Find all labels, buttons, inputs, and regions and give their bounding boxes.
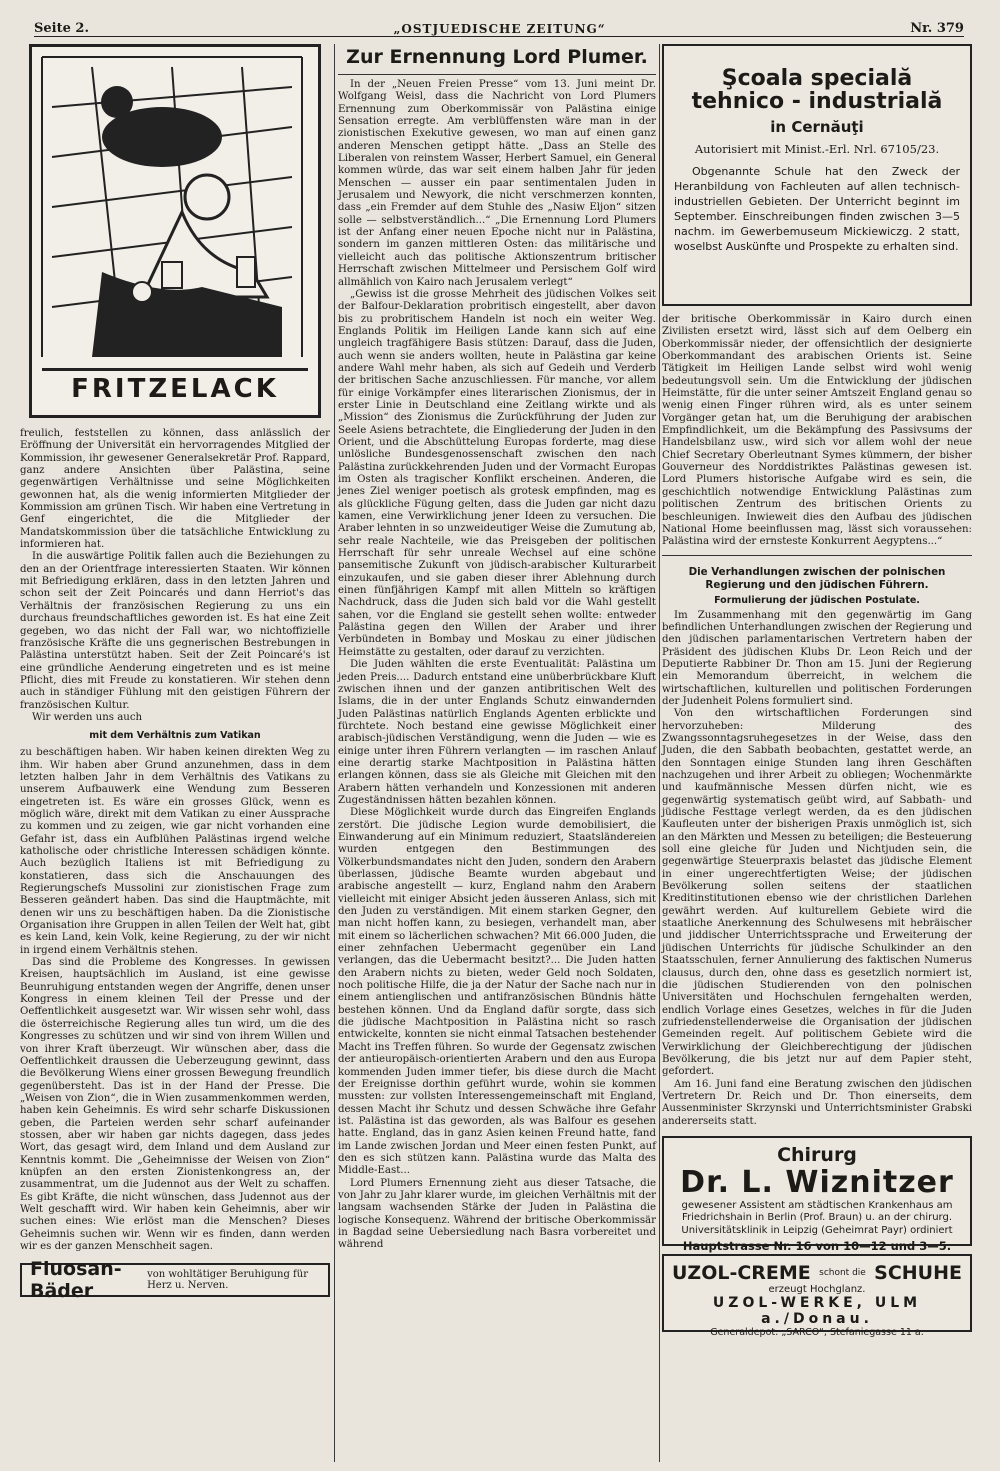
subheading: mit dem Verhältnis zum Vatikan bbox=[89, 730, 261, 742]
school-text: Obgenannte Schule hat den Zweck der Heranbildung von Fachleuten auf allen technisch-industriellen Gebieten. Der Unterricht beginnt im September. Einschreibungen finden zwischen 3—5 nachm. im Gewerbemuseum Mickiewiczg. 2 statt, woselbst Auskünfte und Prospekte zu erhalten sind. bbox=[674, 165, 960, 253]
section-title: Die Verhandlungen zwischen der polnischen Regierung und den jüdischen Führern. bbox=[688, 565, 946, 591]
article-title: Zur Ernennung Lord Plumer. bbox=[346, 46, 648, 68]
school-authorization: Autorisiert mit Minist.-Erl. Nrl. 67105/23. bbox=[694, 142, 940, 156]
surgeon-text: gewesener Assistent am städtischen Krankenhaus am Friedrichshain in Berlin (Prof. Braun) u. an der chirurg. Universitätsklinik in Leipzig (Geheimrat Payr) ordiniert bbox=[681, 1199, 953, 1236]
surgeon-hours: Hauptstrasse Nr. 16 von 10—12 und 3—5. bbox=[682, 1239, 952, 1254]
paragraph: Lord Plumers Ernennung zieht aus dieser Tatsache, die von Jahr zu Jahr klarer wurde, im gleichen Verhältnis mit der langsam wachsenden Stärke der Juden in Palästina die logische Konsequenz. Während der britische Oberkommissär in Bagdad seine Uebersiedlung nach Basra vorbereitet und während bbox=[338, 1177, 656, 1251]
paragraph: zu beschäftigen haben. Wir haben keinen direkten Weg zu ihm. Wir haben aber Grund anzunehmen, dass in dem letzten halben Jahr in dem Verhältnis des Vatikans zu unserem Aufbauwerk eine Wendung zum Besseren eingetreten ist. Es wäre ein grosses Glück, wenn es möglich wäre, direkt mit dem Vatikan zu einer Aussprache zu kommen und zu zeigen, wie gar nicht vorhanden eine Gefahr ist, dass ein Aufblühen Palästinas irgend welche katholische oder christliche Interessen schädigen könnte. Auch bezüglich Italiens ist mit Befriedigung zu konstatieren, dass sich die Anschauungen des Regierungschefs Mussolini zur zionistischen Frage zum Besseren geändert haben. Das sind die Hauptmächte, mit denen wir uns zu beschäftigen haben. Da die Zionistische Organisation ihre Gruppen in allen Teilen der Welt hat, gibt es kein Land, kein Volk, keine Regierung, zu der wir nicht in irgend einem Verhältnis stehen. bbox=[20, 747, 330, 956]
page-header bbox=[34, 10, 964, 37]
paragraph: Die Juden wählten die erste Eventualität: Palästina um jeden Preis.... Dadurch entstand eine unüberbrückbare Kluft zwischen ihnen und der ganzen antibritischen Welt des Islams, die in der unter Englands Schutz einwandernden Juden Palästinas natürlich Englands Agenten erblickte und fürchtete. Noch bestand eine gewisse Möglichkeit einer arabisch-jüdischen Verständigung, wenn die Juden — wie es einige unter ihren Führern verlangten — im raschen Anlauf eine derartig starke Machtposition in Palästina hätten erlangen können, dass sie als Gleiche mit Gleichen mit den Arabern hätten verhandeln und Konzessionen mit anderen Zugeständnissen hätten bezahlen können. bbox=[338, 659, 656, 806]
fritzelack-illustration bbox=[32, 47, 312, 365]
paragraph: Am 16. Juni fand eine Beratung zwischen den jüdischen Vertretern Dr. Reich und Dr. Thon einerseits, dem Aussenminister Skrzynski und Unterrichtsminister Grabski andererseits statt. bbox=[662, 1078, 972, 1127]
section-subtitle: Formulierung der jüdischen Postulate. bbox=[714, 594, 920, 606]
surgeon-ad bbox=[662, 1136, 972, 1254]
column-right bbox=[662, 44, 972, 1462]
page-number: Seite 2. bbox=[34, 21, 89, 36]
newspaper-name: „OSTJUEDISCHE ZEITUNG“ bbox=[393, 22, 606, 36]
uzol-depot: Generaldepot: „SARCO“, Stefaniegasse 11 a. bbox=[710, 1326, 924, 1338]
paragraph: In der „Neuen Freien Presse“ vom 13. Juni meint Dr. Wolfgang Weisl, dass die Nachricht von Lord Plumers Ernennung zum Oberkommissär von Palästina einige Sensation erregte. Am verblüffensten wäre man in der zionistischen Exekutive gewesen, wo man auf einen ganz anderen Menschen getippt hätte. „Dass an Stelle des Liberalen von reinstem Wasser, Herbert Samuel, ein General kommen würde, das war seit einem halben Jahr für jeden Menschen — ausser ein paar sentimentalen Juden in Jerusalem und Newyork, die nicht verschmerzen konnten, dass „ein Fremder auf dem Stuhle des „Nasiw Eljon“ sitzen solle — selbstverständlich...“ „Die Ernennung Lord Plumers ist der Anfang einer neuen Epoche nicht nur in Palästina, sondern im ganzen mittleren Osten: das militärische und vielleicht auch das politische Aktionszentrum britischer Herrschaft zwischen Mittelmeer und Persischem Golf wird allmählich von Kairo nach Jerusalem verlegt“ bbox=[338, 79, 656, 288]
title-rule bbox=[338, 74, 656, 75]
paragraph: freulich, feststellen zu können, dass anlässlich der Eröffnung der Universität ein hervorragendes Mitglied der Kommission, ihr gewesener Generalsekretär Prof. Rappard, ganz andere Ansichten über Palästina, seine gegenwärtigen Verhältnisse und seine Möglichkeiten gewonnen hat, als die wenig informierten Mitglieder der Kommission am grünen Tisch. Wir haben eine Vertretung in Genf eingerichtet, die die Mitglieder der Mandatskommission über die tatsächliche Entwicklung zu informieren hat. bbox=[20, 428, 330, 551]
paragraph: Diese Möglichkeit wurde durch das Eingreifen Englands zerstört. Die jüdische Legion wurde demobilisiert, die Einwanderung auf ein Minimum reduziert, Staatsländereien wurden entgegen den Bestimmungen des Völkerbundsmandates nicht den Juden, sondern den Arabern überlassen, jüdische Beamte wurden abgebaut und arabische angestellt — kurz, England nahm den Arabern vielleicht mit einiger Absicht jeden äusseren Anlass, sich mit den Juden zu verständigen. Mit einem starken Gegner, den man nicht hoffen kann, zu besiegen, verhandelt man, aber mit einem so lächerlichen schwachen? Mit 66.000 Juden, die einer zehnfachen Uebermacht gegenüber ein Land verlangen, das die Uebermacht besitzt?... Die Juden hatten den Arabern nichts zu bieten, weder Geld noch Soldaten, noch politische Hilfe, die ja der Natur der Sache nach nur in einem antienglischen und antifranzösischen Bündnis hätte bestehen können. Und da England dafür sorgte, dass sich die jüdische Machtposition in Palästina nicht so rasch entwickelte, konnten sie nicht einmal Tatsachen bestehender Macht ins Treffen führen. So wurde der Gegensatz zwischen der antieuropäisch-orientierten Arabern und den aus Europa kommenden Juden immer tiefer, bis diese durch die Macht der Ereignisse dorthin geführt wurde, wohin sie kommen mussten: zur vollsten Interessengemeinschaft mit England, dessen Macht ihr Schutz und dessen Schwäche ihre Gefahr ist. Palästina ist das geworden, als was Balfour es gesehen hatte. England, das in ganz Asien keinen Freund hatte, fand im Lande zwischen Jordan und Meer einen festen Punkt, auf den es sich stützen kann. Palästina wurde das Malta des Middle-East... bbox=[338, 807, 656, 1177]
paragraph: der britische Oberkommissär in Kairo durch einen Zivilisten ersetzt wird, lässt sich auf dem Oelberg ein Oberkommissär nieder, der offensichtlich der designierte Oberkommandant des arabischen Orients ist. Seine Tätigkeit im Heiligen Lande selbst wird wohl wenig bedeutungsvoll sein. Um die Entwicklung der jüdischen Heimstätte, für die unter seiner Amtszeit England genau so wenig einen Finger rühren wird, als es unter seinem Vorgänger getan hat, um die Beruhigung der arabischen Empfindlichkeit, um die Bekämpfung des Passivsums der Handelsbilanz usw., wird sich vor allem wohl der neue Chief Secretary Oberleutnant Symes kümmern, der bisher Gouverneur des Norddistriktes Palästinas gewesen ist. Lord Plumers historische Aufgabe wird es sein, die geschichtlich notwendige Entwicklung Palästinas zum politischen Zentrum des britischen Orients zu beschleunigen. Inwieweit dies den Aufbau des jüdischen National Home beeinflussen mag, lässt sich voraussehen: Palästina wird der ernsteste Konkurrent Aegyptens...“ bbox=[662, 314, 972, 548]
fritzelack-brand: FRITZELACK bbox=[42, 368, 308, 407]
fritzelack-ad bbox=[29, 44, 321, 418]
paragraph: Im Zusammenhang mit den gegenwärtig im Gang befindlichen Unterhandlungen zwischen der Regierung und den jüdischen parlamentarischen Vertretern haben der Präsident des jüdischen Klubs Dr. Leon Reich und der Deputierte Rabbiner Dr. Thon am 15. Juni der Regierung ein Memorandum überreicht, in welchem die wirtschaftlichen, kulturellen und politischen Forderungen der Judenheit Polens formuliert sind. bbox=[662, 609, 972, 707]
paragraph: In die auswärtige Politik fallen auch die Beziehungen zu den an der Orientfrage interessierten Staaten. Wir können mit Befriedigung erklären, dass in den letzten Jahren und schon seit der Zeit Poincarés und dann Herriot's das Verhältnis der französischen Regierung zu uns ein durchaus freundschaftliches geworden ist. Es hat eine Zeit gegeben, wo das nicht der Fall war, wo nichtoffizielle französische Kräfte die uns gegnerischen Bestrebungen in Palästina unterstützt haben. Seit der Zeit Poincaré's ist eine gründliche Aenderung eingetreten und es ist meine Pflicht, dies mit Freude zu konstatieren. Wir stehen denn auch in ständiger Fühlung mit den geistigen Führern der französischen Kultur. bbox=[20, 551, 330, 711]
fluosan-brand: Fluosan-Bäder bbox=[30, 1258, 122, 1303]
school-place: in Cernăuţi bbox=[770, 118, 864, 136]
school-title-2: tehnico - industrială bbox=[691, 89, 943, 114]
uzol-mid: schont die bbox=[819, 1267, 866, 1278]
column-middle bbox=[338, 44, 656, 1462]
uzol-object: SCHUHE bbox=[874, 1261, 962, 1284]
paragraph: Das sind die Probleme des Kongresses. In gewissen Kreisen, hauptsächlich im Ausland, ist eine gewisse Beunruhigung entstanden wegen der Angriffe, denen unser Kongress in einem kleinen Teil der Presse und der Oeffentlichkeit ausgesetzt war. Wir wissen sehr wohl, dass die österreichische Regierung alles tun wird, um die des Kongresses zu schützen und wir sind von ihrem Willen und von ihrer Kraft überzeugt. Wir wünschen aber, dass die Oeffentlichkeit draussen die Ueberzeugung gewinnt, dass die Bevölkerung Wiens einer grossen Bewegung freundlich gegenübersteht. Das ist in der Hand der Presse. Die „Weisen von Zion“, die in Wien zusammenkommen werden, haben kein Geheimnis. Es wird sehr scharfe Diskussionen geben, die Parteien werden sehr scharf aufeinander stossen, aber wir haben gar nichts dagegen, dass jedes Wort, das gesagt wird, dem Inland und dem Ausland zur Kenntnis kommt. Die „Geheimnisse der Weisen von Zion“ knüpfen an den ersten Zionistenkongress an, der zusammentrat, um die Judennot aus der Welt zu schaffen. Es gibt Kräfte, die nicht wünschen, dass Judennot aus der Welt geschafft wird. Wir haben kein Geheimnis, aber wir suchen eines: Wie erlöst man die Menschen? Dieses Geheimnis suchen wir. Wenn wir es finden, dann werden wir es der ganzen Menschheit sagen. bbox=[20, 957, 330, 1252]
uzol-ad bbox=[662, 1254, 972, 1338]
paragraph: „Gewiss ist die grosse Mehrheit des jüdischen Volkes seit der Balfour-Deklaration probritisch eingestellt, aber davon bis zu probritischem Handeln ist noch ein weiter Weg. Englands Politik im Heiligen Lande kann sich auf eine ungleich tragfähigere Basis stützen: Darauf, dass die Juden, auch wenn sie anders wollten, heute in Palästina gar keine andere Wahl mehr haben, als sich auf Gedeih und Verderb der britischen Sache anzuschliessen. Für manche, vor allem für einige Vorkämpfer eines literarischen Zionismus, der in erster Linie in Deutschland eine Zeitlang wirkte und als „Mission“ des Zionismus die Zurückführung der Juden zur Seele Asiens betrachtete, die Eingliederung der Juden in den Orient, und die Abschüttelung Europas forderte, mag diese unlösliche Bundesgenossenschaft zwischen den nach Palästina zurückkehrenden Juden und der Vormacht Europas im Osten als tragischer Konflikt erscheinen. Anderen, die jenes Ziel weniger poetisch als grotesk empfinden, mag es als glückliche Fügung gelten, dass die Juden gar nicht dazu kamen, eine Verwirklichung jener Ideen zu versuchen. Die Araber lehnten in so unzweideutiger Weise die Zumutung ab, sehr reale Nachteile, wie das Preisgeben der politischen Herrschaft für sehr unreale Wechsel auf eine schöne pansemitische Zukunft von jüdisch-arabischer Kulturarbeit einzukaufen, und sie gaben dieser ihrer Ablehnung durch einen fünfjährigen Kampf mit allen Mitteln so kräftigen Nachdruck, dass die Juden sich bald vor die Wahl gestellt sahen, vor die England sie gestellt sehen wollte: entweder Palästina gegen den Willen der Araber und ihrer Verbündeten in Bombay und Moskau zu einer jüdischen Heimstätte zu gestalten, oder darauf zu verzichten. bbox=[338, 288, 656, 658]
column-rule bbox=[659, 44, 660, 1462]
issue-number: Nr. 379 bbox=[910, 21, 964, 36]
section-rule bbox=[662, 555, 972, 556]
paragraph: Wir werden uns auch bbox=[32, 711, 143, 723]
uzol-brand: UZOL-CREME bbox=[672, 1261, 811, 1284]
uzol-headline bbox=[672, 1262, 962, 1284]
surgeon-label: Chirurg bbox=[777, 1143, 857, 1166]
column-rule bbox=[334, 44, 335, 1462]
fluosan-ad bbox=[20, 1258, 330, 1303]
school-title-1: Şcoala specială bbox=[721, 66, 913, 91]
column-left bbox=[20, 44, 330, 1462]
uzol-line2: erzeugt Hochglanz. bbox=[768, 1283, 866, 1295]
paragraph: Von den wirtschaftlichen Forderungen sind hervorzuheben: Milderung des Zwangssonntagsruhegesetzes in der Weise, dass den Juden, die den Sabbath beobachten, gestattet werde, an den Sonntagen einige Stunden lang ihren Geschäften nachzugehen und ihrer Arbeit zu obliegen; Wochenmärkte und kaufmännische Messen dürfen nicht, wie es gegenwärtig systematisch geübt wird, auf Sabbath- und jüdische Festtage verlegt werden, da es den jüdischen Kaufleuten unter der bisherigen Praxis unmöglich ist, sich an den Märkten und Messen zu beteiligen; die Besteuerung soll eine gleiche für Juden und Nichtjuden sein, die gegenwärtige Steuerpraxis belastet das jüdische Element in einer ungerechtfertigten Weise; der jüdischen Bevölkerung sollen seitens der staatlichen Kreditinstitutionen ebenso wie der christlichen Darlehen gewährt werden. Auf kulturellem Gebiete wird die staatliche Anerkennung des Schulwesens mit hebräischer und jiddischer Unterrichtssprache und Erweiterung der jüdischen Unterrichts für jüdische Schulkinder an den Staatsschulen, ferner Annulierung des faktischen Numerus clausus, durch den, ohne dass es gesetzlich normiert ist, die jüdischen Studierenden von den polnischen Universitäten und Hochschulen ferngehalten werden, endlich Vorlage eines Gesetzes, welches in für die Juden zufriedenstellenderweise die Organisation der jüdischen Gemeinden regelt. Auf politischem Gebiete wird die Verwirklichung der Gleichberechtigung der jüdischen Bevölkerung, die bis jetzt nur auf dem Papier steht, gefordert. bbox=[662, 708, 972, 1078]
uzol-maker: UZOL-WERKE, ULM a./Donau. bbox=[712, 1294, 922, 1327]
school-ad bbox=[662, 44, 972, 306]
surgeon-name: Dr. L. Wiznitzer bbox=[680, 1164, 954, 1200]
fluosan-slogan: von wohltätiger Beruhigung für Herz u. Nerven. bbox=[147, 1269, 308, 1292]
